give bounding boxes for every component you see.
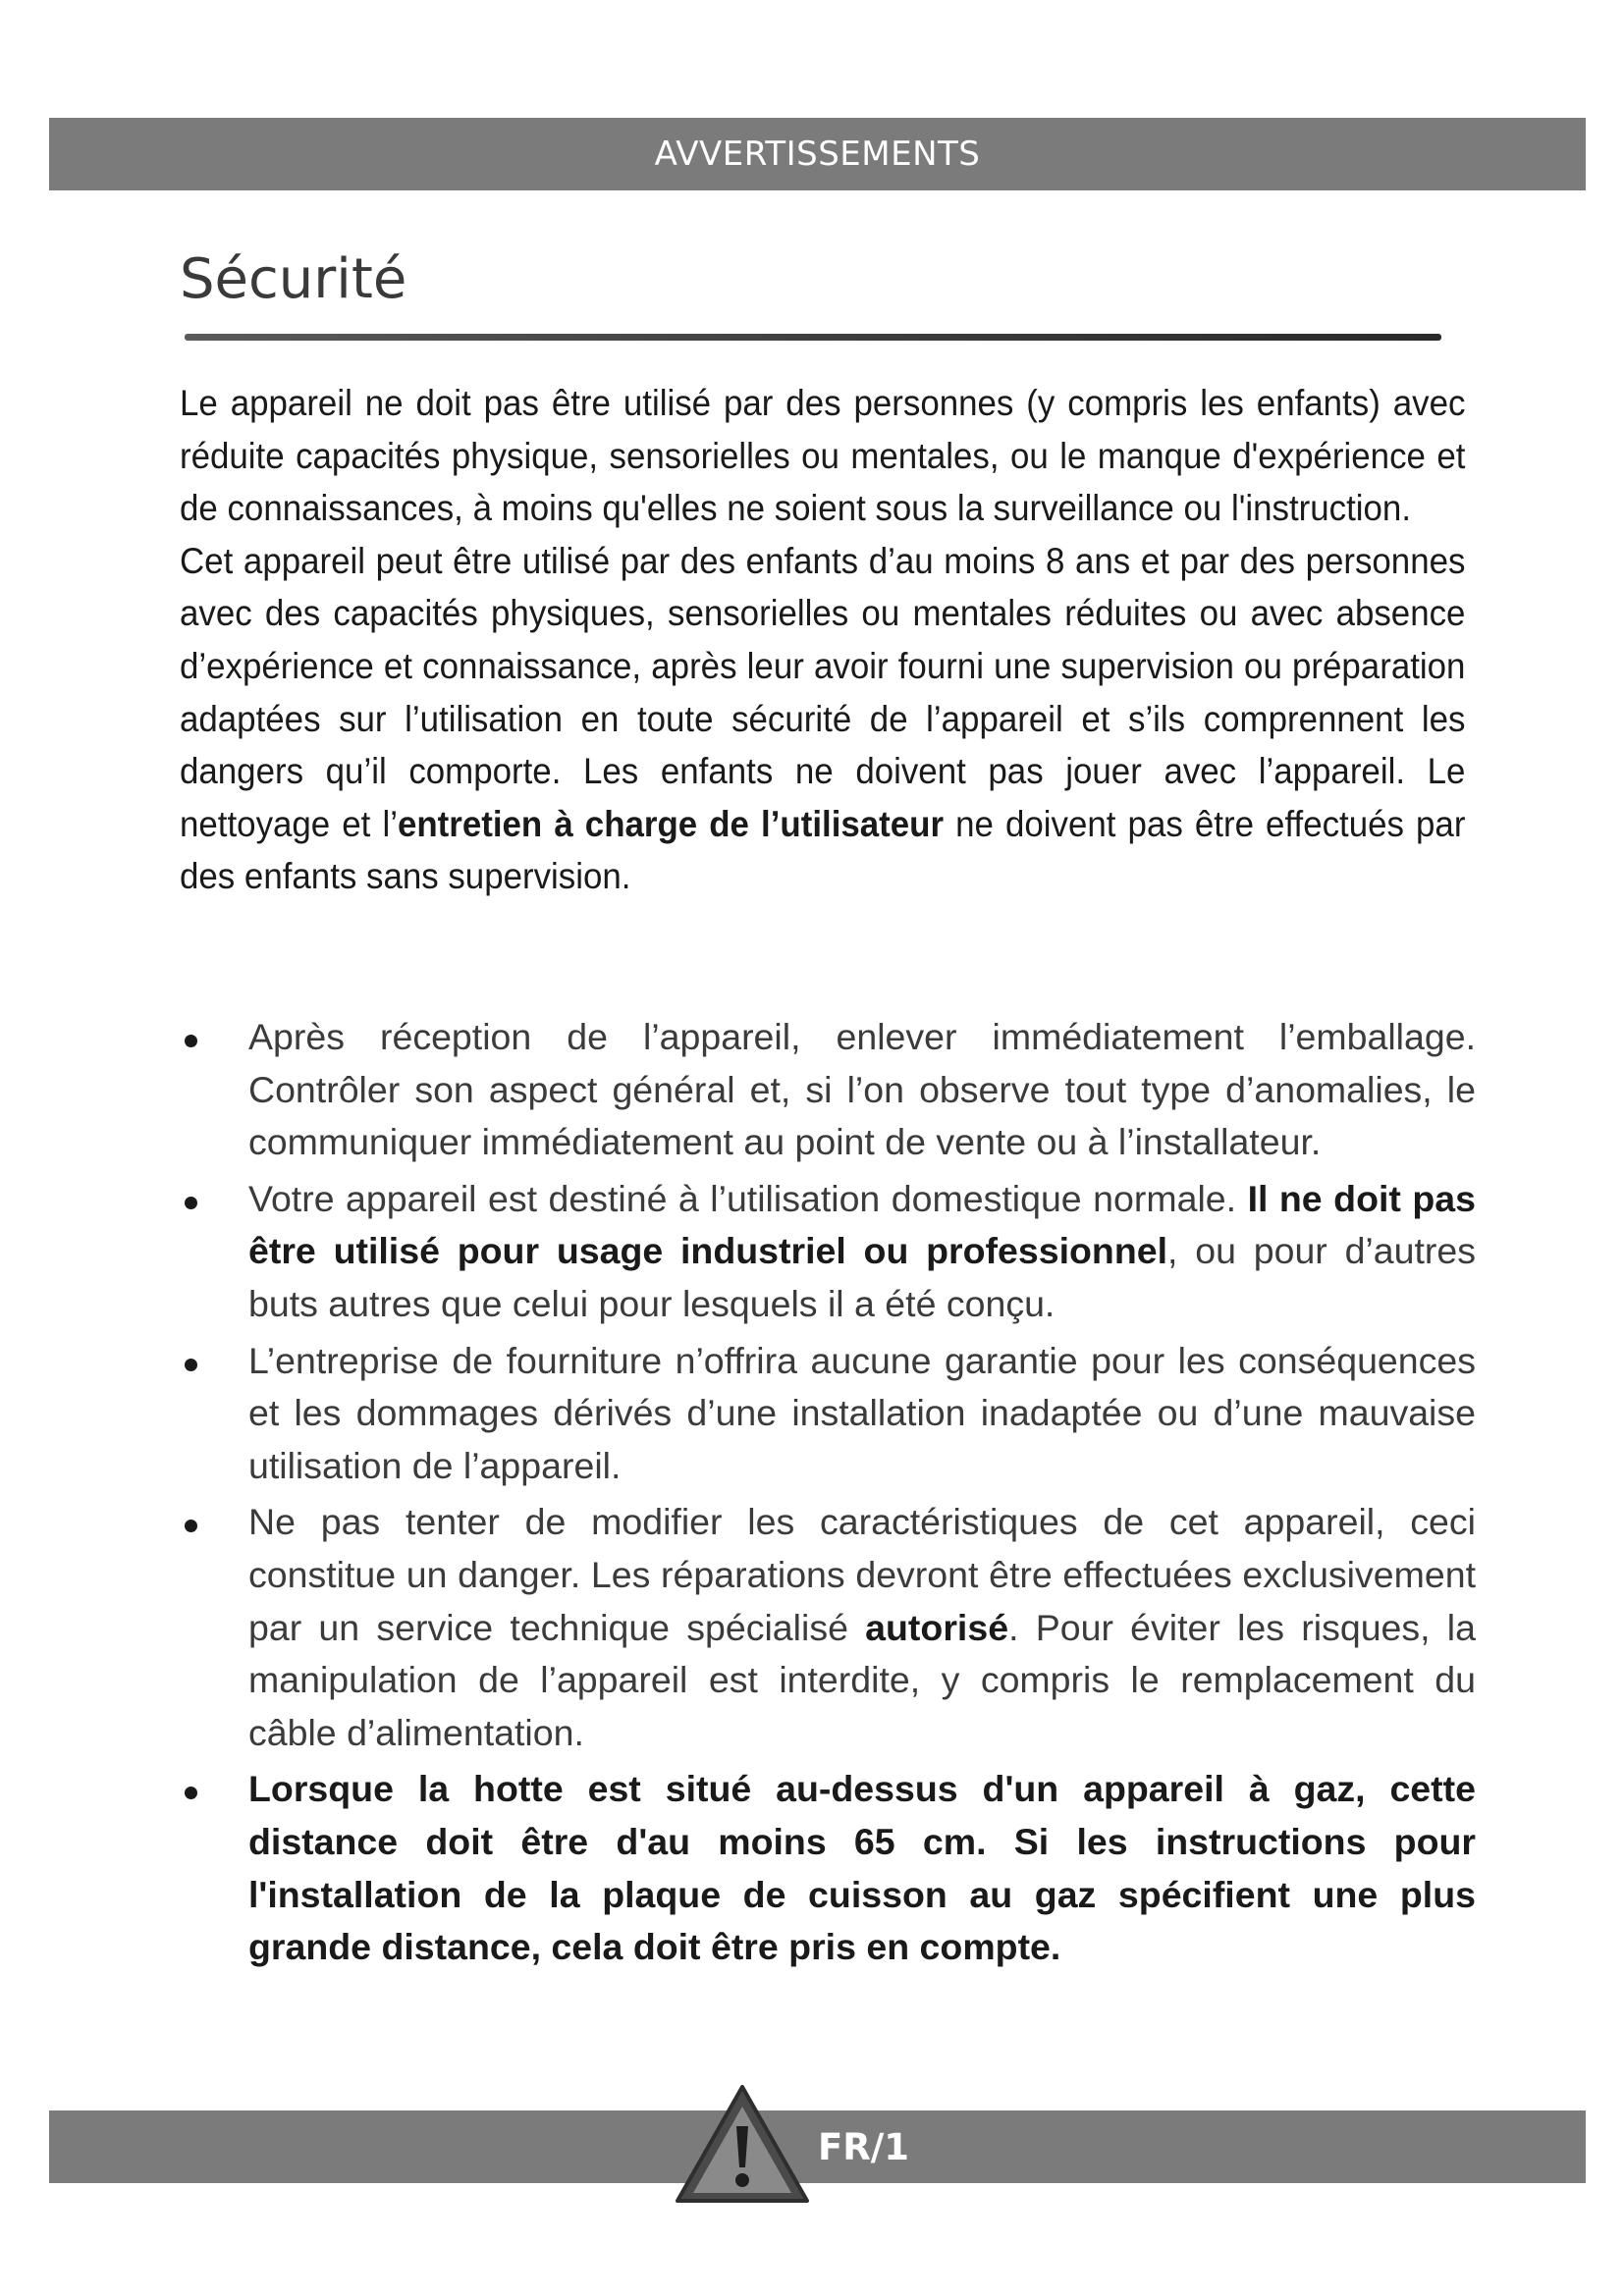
header-bar (49, 118, 1586, 190)
intro-paragraph-2-text: Cet appareil peut être utilisé par des enfants d’au moins 8 ans et par des personnes avec des capacités physiques, sensorielles ou mentales réduites ou avec absence d’expérience et connaissance, après leur avoir fourni une supervision ou préparation adaptées sur l’utilisation en toute sécurité de l’appareil et s’ils comprennent les dangers qu’il comporte. Les enfants ne doivent pas jouer avec l’appareil. Le nettoyage et l’ (180, 539, 1466, 844)
bullet-icon (185, 1197, 197, 1209)
page-number: FR/1 (818, 2126, 910, 2168)
bullet-icon (185, 1520, 197, 1532)
intro-paragraph-2-bold: entretien à charge de l’utilisateur (397, 802, 945, 844)
list-item-text (248, 1173, 1476, 1331)
list-item (180, 1335, 1476, 1493)
list-item-bold: Il ne doit pas être utilisé pour usage industriel ou professionnel (248, 1177, 1476, 1272)
list-item-text: L’entreprise de fourniture n’offrira aucune garantie pour les conséquences et les dommages dérivés d’une installation inadaptée ou d’une mauvaise utilisation de l’appareil. (248, 1339, 1476, 1486)
list-item (180, 1011, 1476, 1169)
list-item-text-part: Ne pas tenter de modifier les caractéristiques de cet appareil, ceci constitue un danger. Les réparations devront être effectuées exclusivement par un service technique spécialisé (248, 1501, 1476, 1648)
bullet-icon (185, 1035, 197, 1047)
title-divider (185, 334, 1441, 341)
list-item-text: Lorsque la hotte est situé au-dessus d'un appareil à gaz, cette distance doit être d'au moins 65 cm. Si les instructions pour l'installation de la plaque de cuisson au gaz spécifient une plus grande distance, cela doit être pris en compte. (248, 1768, 1476, 1968)
bullet-icon (185, 1787, 197, 1799)
list-item-text: Après réception de l’appareil, enlever immédiatement l’emballage. Contrôler son aspect général et, si l’on observe tout type d’anomalies, le communiquer immédiatement au point de vente ou à l’installateur. (248, 1016, 1476, 1163)
warning-triangle-icon (674, 2083, 811, 2205)
list-item (180, 1763, 1476, 1973)
intro-paragraph-2-end: ne doivent pas être effectués par des enfants sans supervision. (180, 802, 1466, 897)
list-item-text-part: , ou pour d’autres buts autres que celui pour lesquels il a été conçu. (248, 1230, 1476, 1324)
list-item (180, 1173, 1476, 1331)
header-title: AVVERTISSEMENTS (654, 134, 981, 174)
list-item-text-part: . Pour éviter les risques, la manipulation de l’appareil est interdite, y compris le remplacement du câble d’alimentation. (248, 1606, 1476, 1753)
bullet-icon (185, 1359, 197, 1371)
list-item-text (248, 1496, 1476, 1759)
intro-paragraph-1: Le appareil ne doit pas être utilisé par des personnes (y compris les enfants) avec réduite capacités physique, sensorielles ou mentales, ou le manque d'expérience et de connaissances, à moins qu'elles ne soient sous la surveillance ou l'instruction. (180, 382, 1466, 529)
section-title: Sécurité (180, 247, 407, 311)
safety-bullet-list (180, 1011, 1476, 1978)
intro-paragraph-2 (180, 535, 1465, 903)
list-item (180, 1496, 1476, 1759)
intro-text (180, 377, 1465, 903)
list-item-bold: autorisé (865, 1606, 1009, 1648)
list-item-text-part: Votre appareil est destiné à l’utilisation domestique normale. (248, 1177, 1248, 1219)
